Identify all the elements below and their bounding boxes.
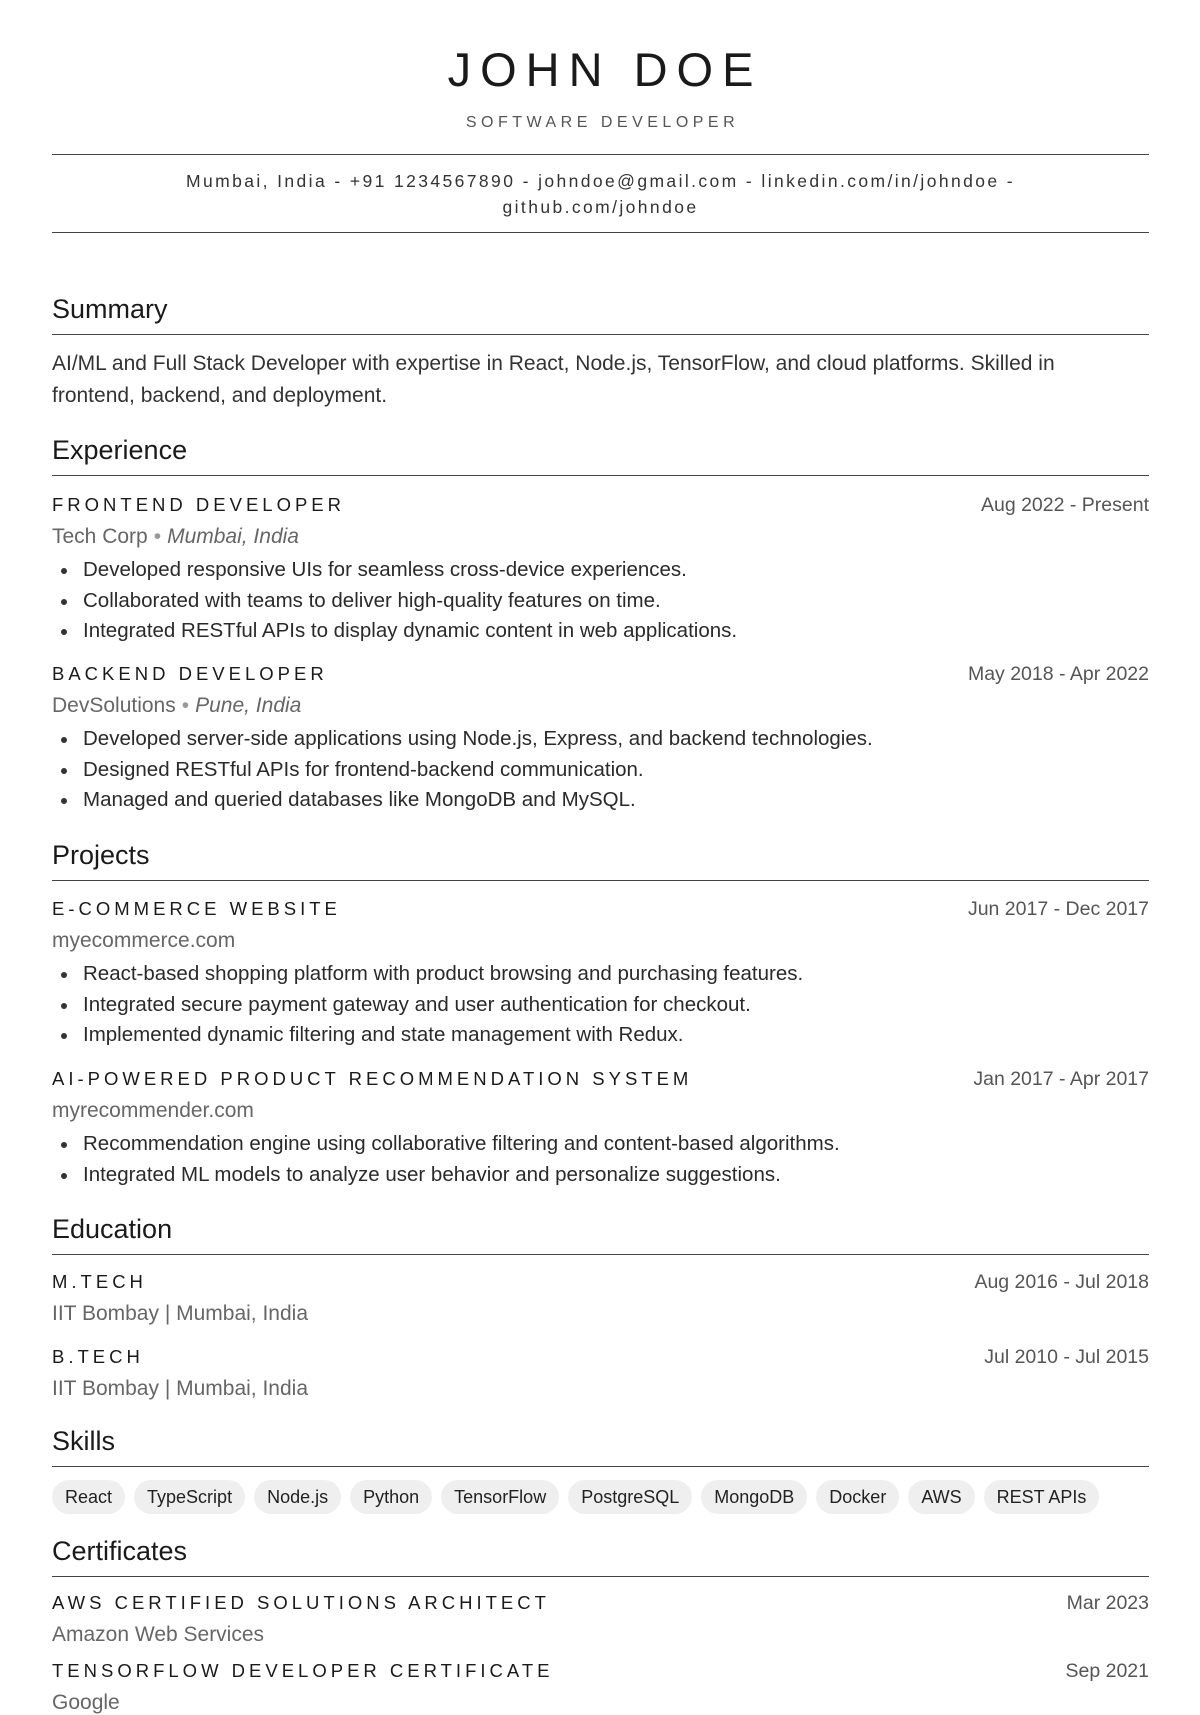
degree-name: M.TECH xyxy=(52,1271,147,1292)
project-dates: Jan 2017 - Apr 2017 xyxy=(973,1068,1149,1090)
company-name: Tech Corp xyxy=(52,525,148,548)
section-title-certificates: Certificates xyxy=(52,1534,1149,1577)
project-name: AI-POWERED PRODUCT RECOMMENDATION SYSTEM xyxy=(52,1068,693,1089)
job-dates: Aug 2022 - Present xyxy=(980,494,1149,516)
list-item: Managed and queried databases like MongoDB and MySQL. xyxy=(52,785,1149,816)
education-entry xyxy=(52,1271,1149,1326)
skill-chip: TypeScript xyxy=(134,1480,245,1514)
skill-chip: Docker xyxy=(816,1480,899,1514)
skill-chip: React xyxy=(52,1480,125,1514)
summary-text: AI/ML and Full Stack Developer with expertise in React, Node.js, TensorFlow, and cloud platforms. Skilled in frontend, backend, and deployment. xyxy=(52,352,1055,407)
list-item: React-based shopping platform with product browsing and purchasing features. xyxy=(52,959,1149,990)
job-location: Mumbai, India xyxy=(167,525,299,548)
job-bullets xyxy=(52,724,1149,816)
skill-chip: MongoDB xyxy=(701,1480,807,1514)
list-item: Developed responsive UIs for seamless cross-device experiences. xyxy=(52,555,1149,586)
section-title-education: Education xyxy=(52,1212,1149,1255)
project-dates: Jun 2017 - Dec 2017 xyxy=(967,898,1149,920)
candidate-title: SOFTWARE DEVELOPER xyxy=(465,114,740,131)
separator-dot: • xyxy=(153,525,162,548)
project-name: E-COMMERCE WEBSITE xyxy=(52,898,341,919)
project-entry xyxy=(52,898,1149,1051)
skill-chip: AWS xyxy=(908,1480,974,1514)
job-company-line xyxy=(52,525,1149,549)
header-divider-bottom xyxy=(52,232,1149,233)
institution: IIT Bombay | Mumbai, India xyxy=(52,1377,309,1400)
section-title-experience: Experience xyxy=(52,433,1149,476)
skills-list xyxy=(52,1480,1149,1514)
job-bullets xyxy=(52,555,1149,647)
project-link[interactable]: myrecommender.com xyxy=(52,1099,254,1122)
job-company-line xyxy=(52,694,1149,718)
education-dates: Aug 2016 - Jul 2018 xyxy=(974,1271,1149,1293)
certificate-entry xyxy=(52,1660,1149,1715)
contact-line-1: Mumbai, India - +91 1234567890 - johndoe@gmail.com - linkedin.com/in/johndoe - xyxy=(185,171,1016,191)
certificate-name: TENSORFLOW DEVELOPER CERTIFICATE xyxy=(52,1660,554,1681)
separator-dot: • xyxy=(181,694,190,717)
project-bullets xyxy=(52,959,1149,1051)
job-location: Pune, India xyxy=(195,694,302,717)
resume-page xyxy=(52,0,1149,1714)
list-item: Developed server-side applications using Node.js, Express, and backend technologies. xyxy=(52,724,1149,755)
candidate-name: JOHN DOE xyxy=(447,43,763,96)
institution: IIT Bombay | Mumbai, India xyxy=(52,1302,309,1325)
contact-line-2: github.com/johndoe xyxy=(502,197,699,217)
list-item: Integrated ML models to analyze user behavior and personalize suggestions. xyxy=(52,1160,1149,1191)
section-title-projects: Projects xyxy=(52,838,1149,881)
company-name: DevSolutions xyxy=(52,694,176,717)
skill-chip: TensorFlow xyxy=(441,1480,559,1514)
project-link[interactable]: myecommerce.com xyxy=(52,929,236,952)
skill-chip: Node.js xyxy=(254,1480,341,1514)
header-divider-top xyxy=(52,154,1149,155)
list-item: Designed RESTful APIs for frontend-backend communication. xyxy=(52,755,1149,786)
list-item: Collaborated with teams to deliver high-quality features on time. xyxy=(52,586,1149,617)
certificate-issuer: Amazon Web Services xyxy=(52,1623,265,1646)
certificate-date: Mar 2023 xyxy=(1066,1592,1149,1614)
project-bullets xyxy=(52,1129,1149,1190)
section-title-skills: Skills xyxy=(52,1424,1149,1467)
job-title: BACKEND DEVELOPER xyxy=(52,663,328,684)
contact-info xyxy=(112,168,1089,220)
certificate-name: AWS CERTIFIED SOLUTIONS ARCHITECT xyxy=(52,1592,550,1613)
job-dates: May 2018 - Apr 2022 xyxy=(967,663,1149,685)
certificate-issuer: Google xyxy=(52,1691,120,1714)
experience-entry xyxy=(52,663,1149,816)
skill-chip: REST APIs xyxy=(984,1480,1100,1514)
certificate-date: Sep 2021 xyxy=(1065,1660,1149,1682)
job-title: FRONTEND DEVELOPER xyxy=(52,494,346,515)
degree-name: B.TECH xyxy=(52,1346,144,1367)
education-entry xyxy=(52,1346,1149,1401)
list-item: Implemented dynamic filtering and state management with Redux. xyxy=(52,1020,1149,1051)
skill-chip: Python xyxy=(350,1480,432,1514)
list-item: Integrated RESTful APIs to display dynamic content in web applications. xyxy=(52,616,1149,647)
list-item: Recommendation engine using collaborative filtering and content-based algorithms. xyxy=(52,1129,1149,1160)
skill-chip: PostgreSQL xyxy=(568,1480,692,1514)
project-entry xyxy=(52,1068,1149,1190)
experience-entry xyxy=(52,494,1149,647)
list-item: Integrated secure payment gateway and user authentication for checkout. xyxy=(52,990,1149,1021)
section-title-summary: Summary xyxy=(52,292,1149,335)
certificate-entry xyxy=(52,1592,1149,1647)
education-dates: Jul 2010 - Jul 2015 xyxy=(984,1346,1149,1368)
